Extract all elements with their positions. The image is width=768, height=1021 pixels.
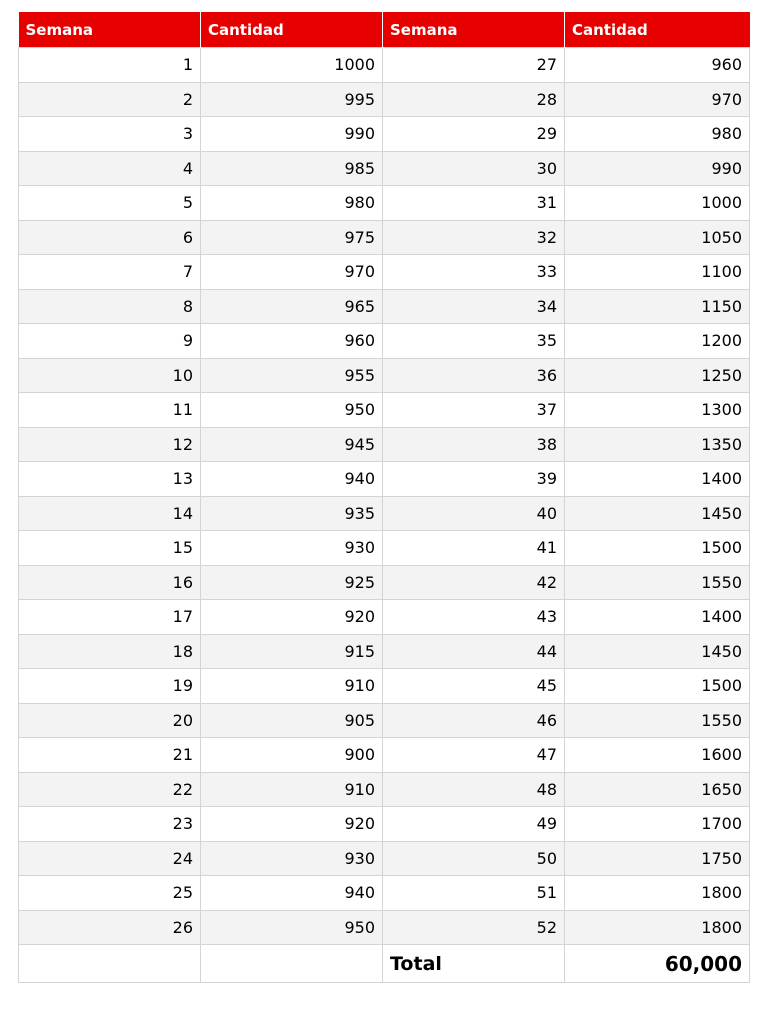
semana-cell: 21 <box>19 738 201 773</box>
table-container <box>18 12 749 983</box>
cantidad-cell: 1550 <box>565 565 750 600</box>
semana-cell: 50 <box>383 841 565 876</box>
table-row <box>19 772 750 807</box>
cantidad-cell: 965 <box>201 289 383 324</box>
semana-cell: 17 <box>19 600 201 635</box>
cantidad-cell: 1400 <box>565 600 750 635</box>
cantidad-cell: 905 <box>201 703 383 738</box>
table-row <box>19 738 750 773</box>
semana-cell: 25 <box>19 876 201 911</box>
table-body <box>19 48 750 945</box>
cantidad-cell: 970 <box>201 255 383 290</box>
semana-cell: 39 <box>383 462 565 497</box>
semana-cell: 37 <box>383 393 565 428</box>
table-row <box>19 151 750 186</box>
cantidad-cell: 940 <box>201 462 383 497</box>
cantidad-cell: 945 <box>201 427 383 462</box>
semana-cell: 44 <box>383 634 565 669</box>
semana-cell: 26 <box>19 910 201 945</box>
semana-cell: 38 <box>383 427 565 462</box>
semana-cell: 20 <box>19 703 201 738</box>
cantidad-cell: 1050 <box>565 220 750 255</box>
semana-cell: 14 <box>19 496 201 531</box>
cantidad-cell: 1100 <box>565 255 750 290</box>
table-row <box>19 496 750 531</box>
table-row <box>19 117 750 152</box>
semana-cell: 35 <box>383 324 565 359</box>
cantidad-cell: 935 <box>201 496 383 531</box>
semana-cell: 29 <box>383 117 565 152</box>
semana-cell: 36 <box>383 358 565 393</box>
table-row <box>19 255 750 290</box>
total-label: Total <box>383 945 565 983</box>
table-row <box>19 358 750 393</box>
semana-cell: 41 <box>383 531 565 566</box>
semana-cell: 40 <box>383 496 565 531</box>
semana-cell: 43 <box>383 600 565 635</box>
semana-cell: 30 <box>383 151 565 186</box>
cantidad-cell: 1500 <box>565 669 750 704</box>
cantidad-cell: 990 <box>201 117 383 152</box>
semana-cell: 18 <box>19 634 201 669</box>
table-row <box>19 669 750 704</box>
cantidad-cell: 950 <box>201 910 383 945</box>
header-cantidad-2: Cantidad <box>565 12 750 48</box>
cantidad-cell: 1550 <box>565 703 750 738</box>
cantidad-cell: 955 <box>201 358 383 393</box>
cantidad-cell: 1650 <box>565 772 750 807</box>
table-row <box>19 634 750 669</box>
semana-cell: 34 <box>383 289 565 324</box>
cantidad-cell: 960 <box>565 48 750 83</box>
cantidad-cell: 980 <box>565 117 750 152</box>
semana-cell: 45 <box>383 669 565 704</box>
table-row <box>19 462 750 497</box>
semana-cell: 11 <box>19 393 201 428</box>
total-empty-cell-1 <box>19 945 201 983</box>
cantidad-cell: 1800 <box>565 876 750 911</box>
table-row <box>19 531 750 566</box>
semana-cell: 31 <box>383 186 565 221</box>
table-row <box>19 48 750 83</box>
semana-cell: 3 <box>19 117 201 152</box>
cantidad-cell: 1700 <box>565 807 750 842</box>
semana-cell: 13 <box>19 462 201 497</box>
header-semana-1: Semana <box>19 12 201 48</box>
total-row <box>19 945 750 983</box>
table-row <box>19 82 750 117</box>
cantidad-cell: 1600 <box>565 738 750 773</box>
table-row <box>19 220 750 255</box>
cantidad-cell: 1350 <box>565 427 750 462</box>
table-row <box>19 427 750 462</box>
semana-cell: 52 <box>383 910 565 945</box>
table-row <box>19 807 750 842</box>
cantidad-cell: 900 <box>201 738 383 773</box>
semana-cell: 8 <box>19 289 201 324</box>
table-row <box>19 186 750 221</box>
cantidad-cell: 995 <box>201 82 383 117</box>
header-semana-2: Semana <box>383 12 565 48</box>
cantidad-cell: 1300 <box>565 393 750 428</box>
total-value: 60,000 <box>565 945 750 983</box>
semana-cell: 15 <box>19 531 201 566</box>
table-header <box>19 12 750 48</box>
cantidad-cell: 1250 <box>565 358 750 393</box>
cantidad-cell: 915 <box>201 634 383 669</box>
table-row <box>19 703 750 738</box>
semana-cell: 23 <box>19 807 201 842</box>
table-row <box>19 841 750 876</box>
cantidad-cell: 1400 <box>565 462 750 497</box>
semana-cell: 28 <box>383 82 565 117</box>
semana-cell: 33 <box>383 255 565 290</box>
semana-cell: 5 <box>19 186 201 221</box>
cantidad-cell: 930 <box>201 531 383 566</box>
cantidad-cell: 985 <box>201 151 383 186</box>
semana-cell: 2 <box>19 82 201 117</box>
table-row <box>19 876 750 911</box>
semana-cell: 4 <box>19 151 201 186</box>
cantidad-cell: 930 <box>201 841 383 876</box>
cantidad-cell: 1200 <box>565 324 750 359</box>
semana-cell: 22 <box>19 772 201 807</box>
header-cantidad-1: Cantidad <box>201 12 383 48</box>
semana-cell: 9 <box>19 324 201 359</box>
semana-cell: 19 <box>19 669 201 704</box>
cantidad-cell: 920 <box>201 600 383 635</box>
cantidad-cell: 980 <box>201 186 383 221</box>
cantidad-cell: 975 <box>201 220 383 255</box>
total-empty-cell-2 <box>201 945 383 983</box>
table-row <box>19 289 750 324</box>
semana-cell: 27 <box>383 48 565 83</box>
table-footer <box>19 945 750 983</box>
cantidad-cell: 920 <box>201 807 383 842</box>
semana-cell: 10 <box>19 358 201 393</box>
semana-cell: 12 <box>19 427 201 462</box>
cantidad-cell: 1450 <box>565 496 750 531</box>
semana-cell: 6 <box>19 220 201 255</box>
cantidad-cell: 970 <box>565 82 750 117</box>
cantidad-cell: 1800 <box>565 910 750 945</box>
semana-cell: 47 <box>383 738 565 773</box>
cantidad-cell: 925 <box>201 565 383 600</box>
table-row <box>19 393 750 428</box>
weekly-quantity-table <box>18 12 750 983</box>
semana-cell: 32 <box>383 220 565 255</box>
table-row <box>19 910 750 945</box>
cantidad-cell: 910 <box>201 669 383 704</box>
table-row <box>19 600 750 635</box>
semana-cell: 7 <box>19 255 201 290</box>
cantidad-cell: 1150 <box>565 289 750 324</box>
table-row <box>19 324 750 359</box>
cantidad-cell: 960 <box>201 324 383 359</box>
semana-cell: 51 <box>383 876 565 911</box>
cantidad-cell: 1450 <box>565 634 750 669</box>
cantidad-cell: 940 <box>201 876 383 911</box>
cantidad-cell: 1000 <box>565 186 750 221</box>
semana-cell: 42 <box>383 565 565 600</box>
cantidad-cell: 910 <box>201 772 383 807</box>
semana-cell: 24 <box>19 841 201 876</box>
semana-cell: 1 <box>19 48 201 83</box>
cantidad-cell: 1500 <box>565 531 750 566</box>
cantidad-cell: 950 <box>201 393 383 428</box>
header-row <box>19 12 750 48</box>
table-row <box>19 565 750 600</box>
semana-cell: 46 <box>383 703 565 738</box>
semana-cell: 16 <box>19 565 201 600</box>
semana-cell: 48 <box>383 772 565 807</box>
cantidad-cell: 990 <box>565 151 750 186</box>
semana-cell: 49 <box>383 807 565 842</box>
cantidad-cell: 1000 <box>201 48 383 83</box>
cantidad-cell: 1750 <box>565 841 750 876</box>
